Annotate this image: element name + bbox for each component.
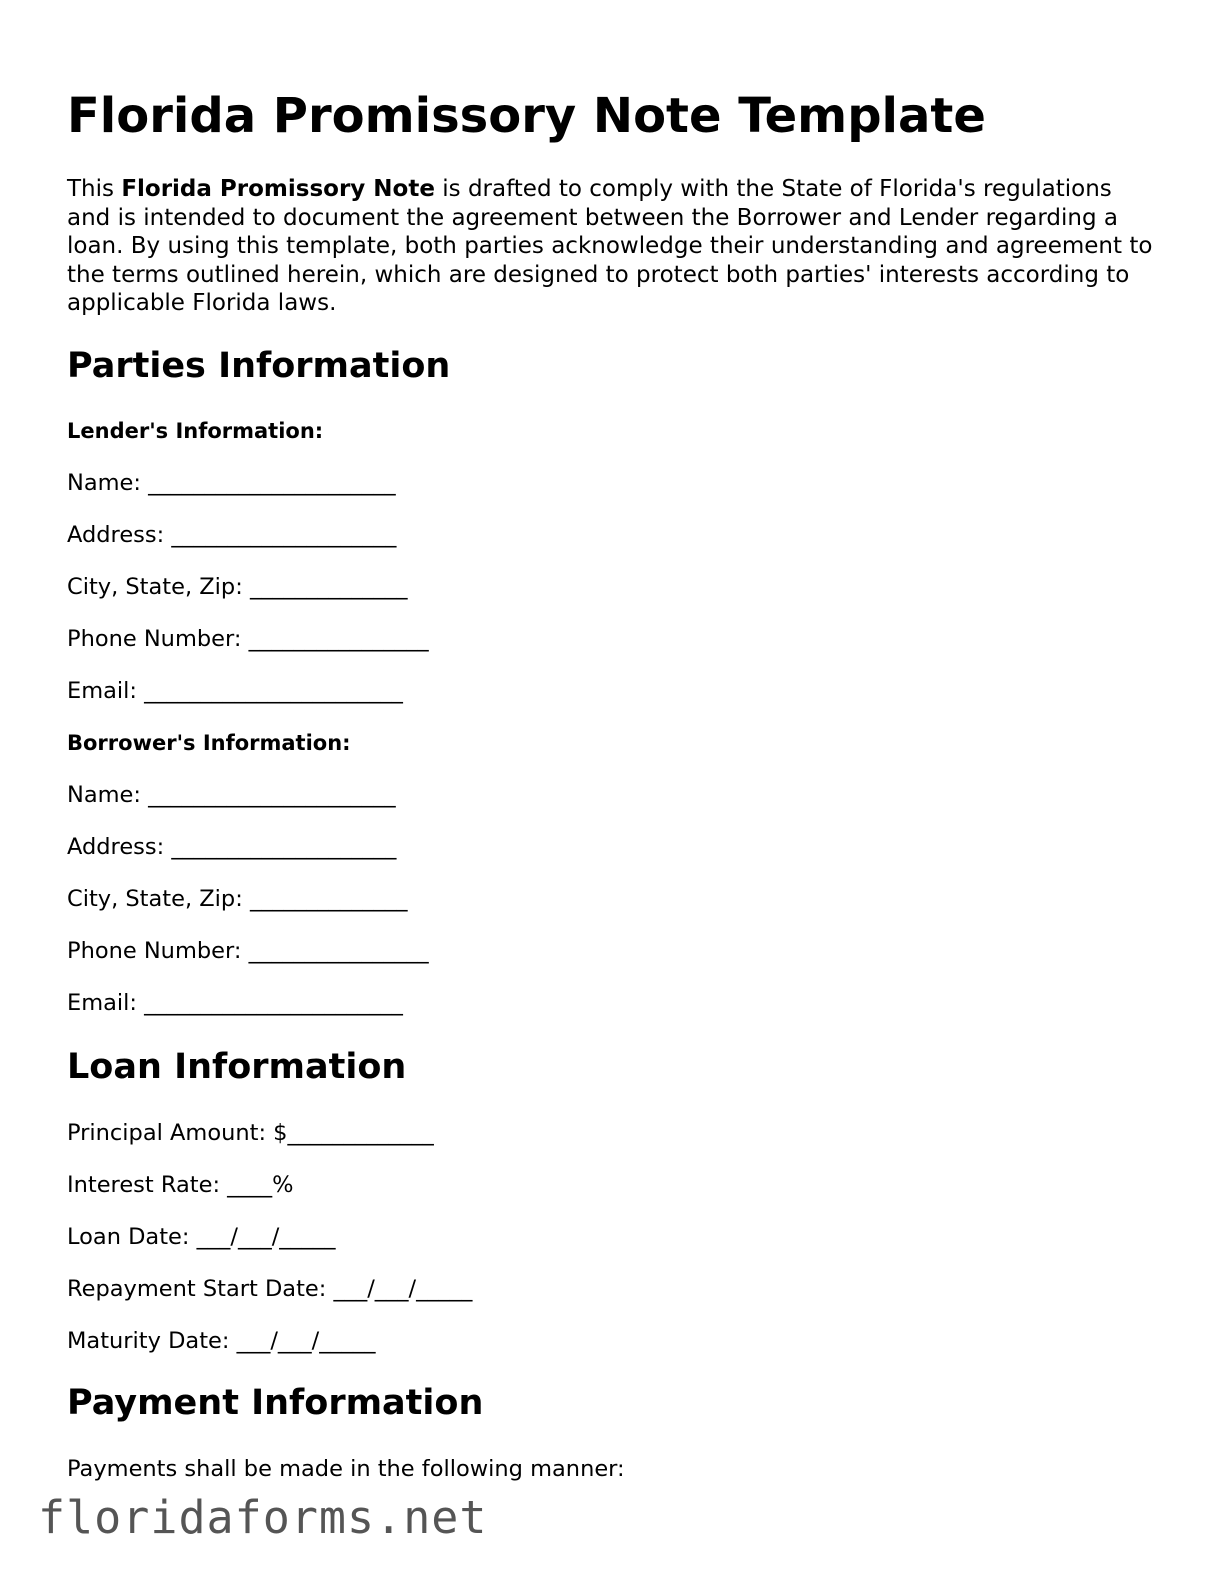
- interest-rate-field[interactable]: Interest Rate: ____%: [67, 1172, 294, 1198]
- watermark-logo: floridaforms.net: [38, 1491, 488, 1544]
- intro-text-rest: is drafted to comply with the State of Florida's regulations and is intended to document the agreement between the Borrower and Lender regarding a loan. By using this template, both parties acknowledge their understanding and agreement to the terms outlined herein, which are designed to protect both parties' interests according to applicable Florida laws.: [67, 176, 1153, 316]
- borrower-phone-field[interactable]: Phone Number: ________________: [67, 938, 429, 964]
- lender-name-field[interactable]: Name: ______________________: [67, 470, 396, 496]
- payment-heading: Payment Information: [67, 1383, 484, 1423]
- borrower-name-field[interactable]: Name: ______________________: [67, 782, 396, 808]
- lender-city-state-zip-field[interactable]: City, State, Zip: ______________: [67, 574, 408, 600]
- intro-bold-term: Florida Promissory Note: [121, 176, 435, 202]
- payment-manner-text: Payments shall be made in the following manner:: [67, 1456, 625, 1482]
- maturity-date-field[interactable]: Maturity Date: ___/___/_____: [67, 1328, 376, 1354]
- parties-heading: Parties Information: [67, 346, 451, 386]
- intro-paragraph: [67, 175, 1157, 318]
- loan-date-field[interactable]: Loan Date: ___/___/_____: [67, 1224, 336, 1250]
- repayment-start-date-field[interactable]: Repayment Start Date: ___/___/_____: [67, 1276, 473, 1302]
- lender-address-field[interactable]: Address: ____________________: [67, 522, 397, 548]
- lender-heading: Lender's Information:: [67, 419, 324, 443]
- lender-phone-field[interactable]: Phone Number: ________________: [67, 626, 429, 652]
- borrower-heading: Borrower's Information:: [67, 731, 351, 755]
- lender-email-field[interactable]: Email: _______________________: [67, 678, 403, 704]
- loan-heading: Loan Information: [67, 1047, 407, 1087]
- borrower-address-field[interactable]: Address: ____________________: [67, 834, 397, 860]
- intro-text-start: This: [67, 176, 122, 202]
- borrower-city-state-zip-field[interactable]: City, State, Zip: ______________: [67, 886, 408, 912]
- principal-amount-field[interactable]: Principal Amount: $_____________: [67, 1120, 434, 1146]
- document-title: Florida Promissory Note Template: [67, 88, 986, 144]
- borrower-email-field[interactable]: Email: _______________________: [67, 990, 403, 1016]
